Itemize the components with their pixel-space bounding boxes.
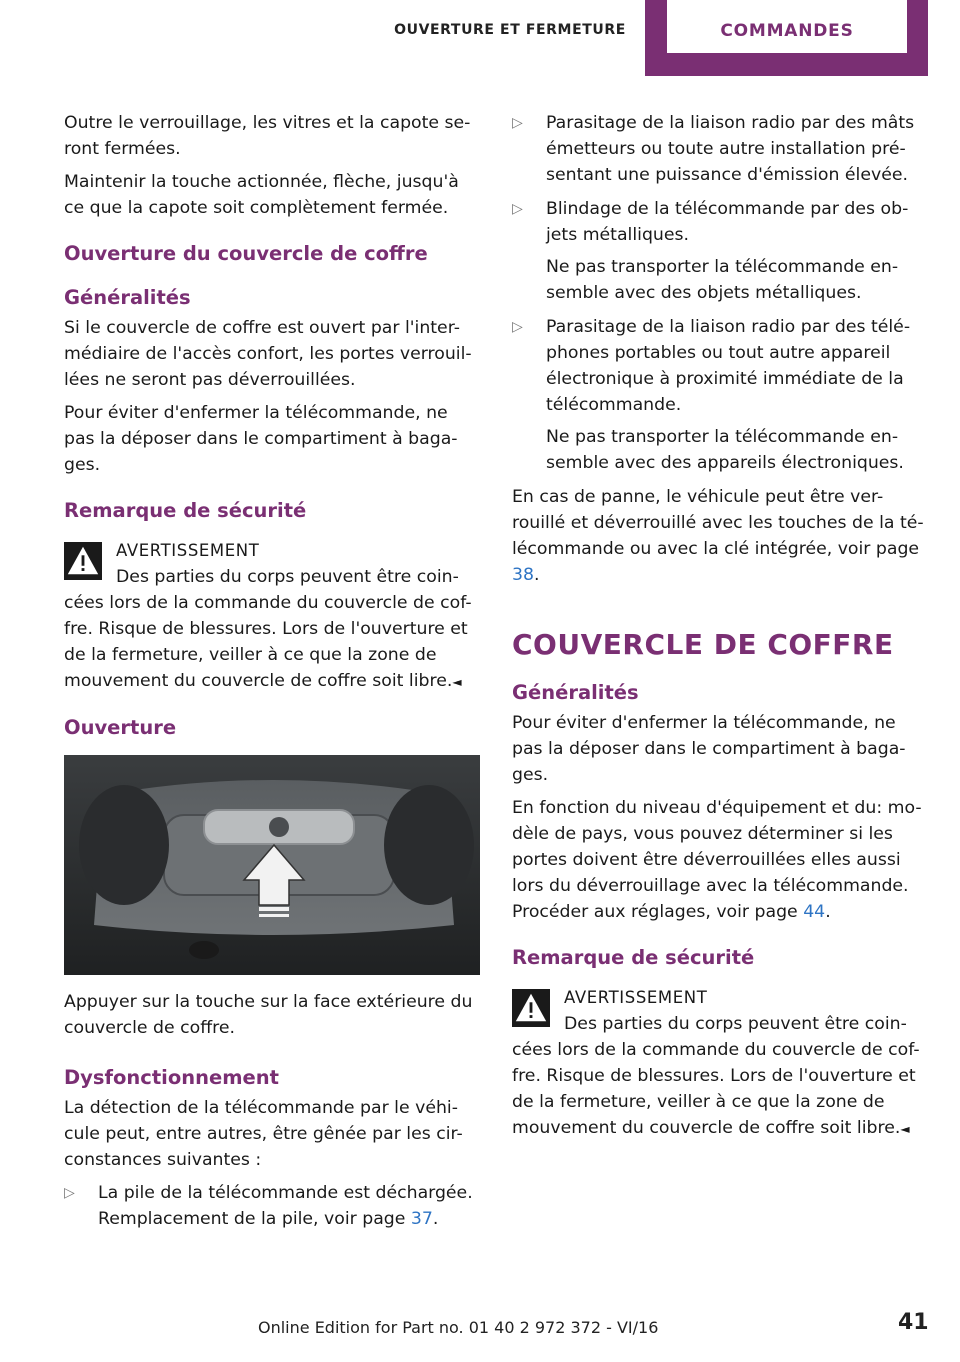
warning-block [64,538,478,695]
list-item: ▷ Blindage de la télécommande par des ob-jets métalliques. Ne pas transporter la télécommande en-semble avec des objets métalliques. [512,196,926,306]
paragraph: Pour éviter d'enfermer la télécommande, ne pas la déposer dans le compartiment à baga-ges. [512,713,906,785]
warning-text-continued: cées lors de la commande du couvercle de cof-fre. Risque de blessures. Lors de l'ouverture et de la fermeture, veiller à ce que la zone de mouvement du couvercle de coffre soit libre. [512,1040,920,1138]
warning-triangle-icon [64,542,102,580]
bullet-list [512,110,926,476]
paragraph: En cas de panne, le véhicule peut être ver-rouillé et déverrouillé avec les touches de la té-lécommande ou avec la clé intégrée, voir page 38. [512,487,924,585]
paragraph: Si le couvercle de coffre est ouvert par l'inter-médiaire de l'accès confort, les portes verrouil-lées ne seront pas déverrouillées. [64,318,472,390]
page-link[interactable]: 37 [410,1209,433,1229]
page-link[interactable]: 38 [512,565,534,585]
list-item: ▷ Parasitage de la liaison radio par des mâts émetteurs ou toute autre installation pré-sentant une puissance d'émission élevée. [512,110,926,188]
heading-opening: Ouverture [64,716,177,739]
warning-text-continued: cées lors de la commande du couvercle de cof-fre. Risque de blessures. Lors de l'ouverture et de la fermeture, veiller à ce que la zone de mouvement du couvercle de coffre soit libre. [64,593,472,691]
end-mark-icon: ◄ [452,675,462,689]
list-item: ▷ Parasitage de la liaison radio par des télé-phones portables ou tout autre appareil électronique à proximité immédiate de la télécommande. Ne pas transporter la télécommande en-semble avec des appareils électroniques. [512,314,926,476]
paragraph: Maintenir la touche actionnée, flèche, jusqu'à ce que la capote soit complètement fermée. [64,172,459,218]
chapter-tab-label: COMMANDES [667,0,907,53]
heading-general: Généralités [64,286,191,309]
bullet-list [64,1180,478,1232]
page-link[interactable]: 44 [803,902,826,922]
warning-block [512,985,926,1142]
bullet-marker-icon: ▷ [64,1185,75,1201]
paragraph: Outre le verrouillage, les vitres et la capote se-ront fermées. [64,113,471,159]
bullet-marker-icon: ▷ [512,319,523,335]
trunk-button-photo [64,755,480,975]
edition-note: Online Edition for Part no. 01 40 2 972 372 - VI/16 [258,1318,659,1337]
list-item: ▷ La pile de la télécommande est déchargée. Remplacement de la pile, voir page 37. [64,1180,478,1232]
paragraph: La détection de la télécommande par le véhi-cule peut, entre autres, être gênée par les cir-constances suivantes : [64,1098,463,1170]
paragraph: Pour éviter d'enfermer la télécommande, ne pas la déposer dans le compartiment à baga-ges. [64,403,458,475]
warning-text: Des parties du corps peuvent être coin- [564,1014,907,1034]
running-header-section: OUVERTURE ET FERMETURE [394,22,626,38]
warning-triangle-icon [512,989,550,1027]
bullet-marker-icon: ▷ [512,201,523,217]
warning-heading: AVERTISSEMENT [116,541,260,560]
heading-safety-note: Remarque de sécurité [512,946,755,969]
page-number: 41 [898,1310,929,1335]
chapter-tab [645,0,928,76]
warning-text: Des parties du corps peuvent être coin- [116,567,459,587]
left-column [64,110,478,1240]
chapter-heading: COUVERCLE DE COFFRE [512,628,894,661]
right-column [512,110,926,1150]
bullet-marker-icon: ▷ [512,115,523,131]
heading-safety-note: Remarque de sécurité [64,499,307,522]
heading-malfunction: Dysfonctionnement [64,1066,279,1089]
heading-trunk-opening: Ouverture du couvercle de coffre [64,242,428,265]
end-mark-icon: ◄ [900,1122,910,1136]
paragraph: En fonction du niveau d'équipement et du: mo-dèle de pays, vous pouvez déterminer si les portes doivent être déverrouillées elles aussi lors du déverrouillage avec la télécommande. Procéder aux réglages, voir page 44. [512,798,922,922]
paragraph: Appuyer sur la touche sur la face extérieure du couvercle de coffre. [64,992,473,1038]
warning-heading: AVERTISSEMENT [564,988,708,1007]
heading-general: Généralités [512,681,639,704]
